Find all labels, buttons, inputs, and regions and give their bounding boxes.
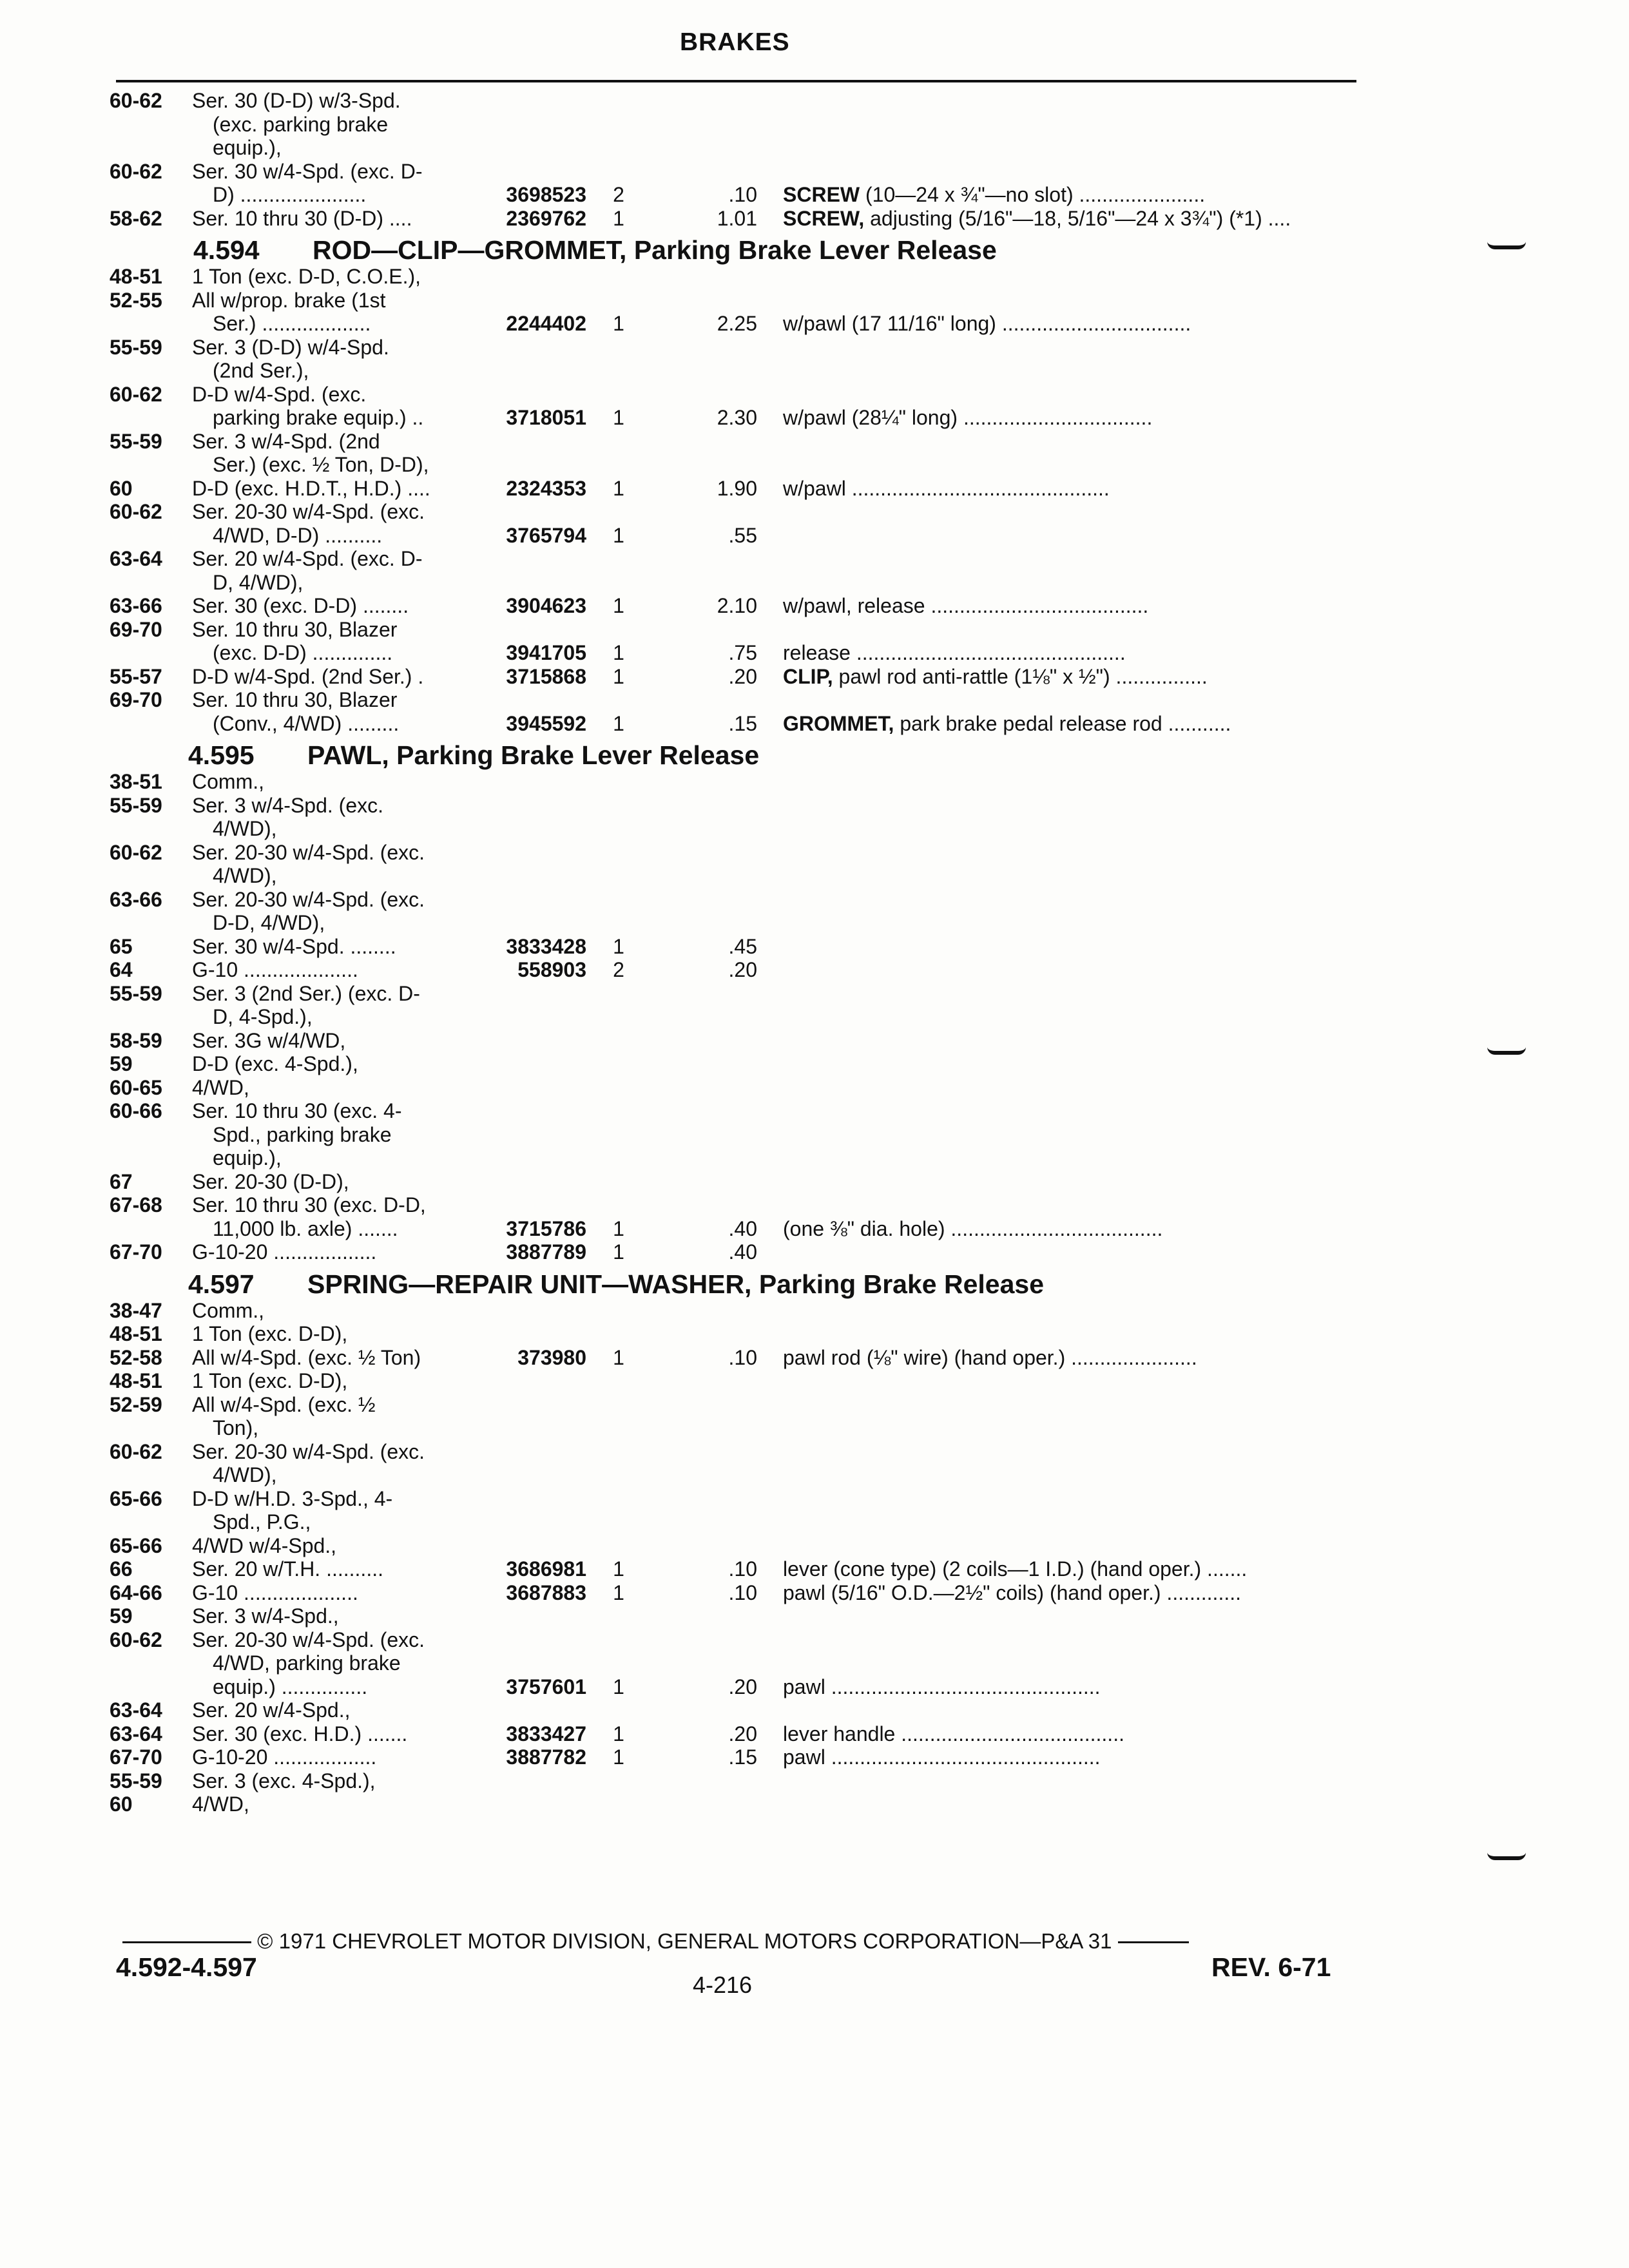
description-text: release ............................................... bbox=[783, 641, 1126, 664]
application: D-D, 4/WD), bbox=[213, 911, 325, 934]
quantity: 1 bbox=[613, 1216, 624, 1240]
application: Ser. 10 thru 30 (D-D) .... bbox=[192, 206, 412, 230]
price: 1.01 bbox=[717, 206, 757, 230]
model-years: 52-58 bbox=[110, 1345, 162, 1369]
application: D, 4/WD), bbox=[213, 570, 304, 594]
section-title: ROD—CLIP—GROMMET, Parking Brake Lever Release bbox=[313, 235, 997, 265]
model-years: 48-51 bbox=[110, 1369, 162, 1392]
quantity: 1 bbox=[613, 594, 624, 617]
model-years: 64-66 bbox=[110, 1581, 162, 1604]
model-years: 55-59 bbox=[110, 335, 162, 359]
price: .20 bbox=[728, 958, 757, 981]
application: G-10 .................... bbox=[192, 1581, 358, 1604]
footer-revision: REV. 6-71 bbox=[1211, 1952, 1331, 1982]
application: G-10 .................... bbox=[192, 958, 358, 981]
application: Ser.) ................... bbox=[213, 312, 371, 335]
application: Ser. 10 thru 30 (exc. 4- bbox=[192, 1099, 402, 1122]
model-years: 69-70 bbox=[110, 688, 162, 711]
description bbox=[783, 1675, 1350, 1698]
model-years: 60-66 bbox=[110, 1099, 162, 1122]
application: Ser. 20 w/4-Spd. (exc. D- bbox=[192, 547, 423, 570]
binder-tab-mark bbox=[1487, 242, 1526, 249]
description-text: w/pawl ............................................. bbox=[783, 476, 1110, 500]
part-number: 2369762 bbox=[506, 206, 586, 230]
part-number: 3715786 bbox=[506, 1216, 586, 1240]
price: 2.25 bbox=[717, 312, 757, 335]
application: equip.), bbox=[213, 1146, 282, 1169]
model-years: 65-66 bbox=[110, 1533, 162, 1557]
description-text: park brake pedal release rod ........... bbox=[894, 711, 1231, 735]
application: 4/WD), bbox=[213, 864, 277, 887]
application: (exc. D-D) .............. bbox=[213, 641, 393, 664]
part-number: 3887789 bbox=[506, 1240, 586, 1264]
application: Ser.) (exc. ½ Ton, D-D), bbox=[213, 453, 429, 476]
quantity: 1 bbox=[613, 1240, 624, 1264]
part-number: 3833428 bbox=[506, 934, 586, 958]
price: .55 bbox=[728, 523, 757, 547]
quantity: 1 bbox=[613, 476, 624, 500]
price: .10 bbox=[728, 1557, 757, 1581]
quantity: 2 bbox=[613, 183, 624, 206]
model-years: 60-62 bbox=[110, 89, 162, 112]
application: Comm., bbox=[192, 770, 264, 793]
section-number: 4.594 bbox=[193, 235, 260, 265]
model-years: 58-62 bbox=[110, 206, 162, 230]
quantity: 1 bbox=[613, 1581, 624, 1604]
application: parking brake equip.) .. bbox=[213, 406, 424, 429]
quantity: 1 bbox=[613, 1557, 624, 1581]
model-years: 69-70 bbox=[110, 617, 162, 641]
description-text: lever handle ....................................... bbox=[783, 1722, 1124, 1745]
application: Ser. 3 w/4-Spd. (exc. bbox=[192, 793, 384, 817]
price: .40 bbox=[728, 1216, 757, 1240]
application: 4/WD, D-D) .......... bbox=[213, 523, 383, 547]
price: .10 bbox=[728, 1581, 757, 1604]
application: equip.), bbox=[213, 136, 282, 159]
application: Ser. 30 (D-D) w/3-Spd. bbox=[192, 89, 401, 112]
application: Ser. 10 thru 30, Blazer bbox=[192, 688, 398, 711]
application: Ser. 20 w/T.H. .......... bbox=[192, 1557, 383, 1581]
description-text: pawl rod (⅛" wire) (hand oper.) ...................... bbox=[783, 1345, 1197, 1369]
application: 4/WD, bbox=[192, 1792, 249, 1816]
description bbox=[783, 1745, 1350, 1769]
application: Ser. 30 (exc. D-D) ........ bbox=[192, 594, 409, 617]
price: .40 bbox=[728, 1240, 757, 1264]
description-part-name: CLIP, bbox=[783, 664, 833, 688]
description bbox=[783, 1346, 1350, 1369]
application: Ser. 3 w/4-Spd. (2nd bbox=[192, 429, 380, 453]
application: D-D w/4-Spd. (exc. bbox=[192, 382, 367, 406]
application: D) ...................... bbox=[213, 183, 367, 206]
price: .20 bbox=[728, 1722, 757, 1745]
application: 4/WD, bbox=[192, 1075, 249, 1099]
model-years: 67-70 bbox=[110, 1745, 162, 1769]
model-years: 64 bbox=[110, 958, 133, 981]
model-years: 66 bbox=[110, 1557, 133, 1581]
quantity: 1 bbox=[613, 1722, 624, 1745]
application: Ser. 30 w/4-Spd. (exc. D- bbox=[192, 159, 423, 183]
binder-tab-mark bbox=[1487, 1852, 1526, 1860]
application: equip.) ............... bbox=[213, 1675, 368, 1698]
application: Ser. 3 w/4-Spd., bbox=[192, 1604, 339, 1628]
model-years: 38-47 bbox=[110, 1298, 162, 1322]
application: All w/4-Spd. (exc. ½ Ton) bbox=[192, 1345, 421, 1369]
model-years: 63-66 bbox=[110, 887, 162, 911]
part-number: 3945592 bbox=[506, 711, 586, 735]
model-years: 65-66 bbox=[110, 1486, 162, 1510]
application: All w/4-Spd. (exc. ½ bbox=[192, 1392, 376, 1416]
quantity: 1 bbox=[613, 1345, 624, 1369]
application: Spd., P.G., bbox=[213, 1510, 311, 1533]
description-part-name: GROMMET, bbox=[783, 711, 894, 735]
section-title: SPRING—REPAIR UNIT—WASHER, Parking Brake Release bbox=[307, 1269, 1044, 1299]
model-years: 48-51 bbox=[110, 1322, 162, 1345]
description bbox=[783, 1217, 1350, 1240]
model-years: 60 bbox=[110, 476, 133, 500]
section-heading bbox=[193, 235, 997, 265]
part-number: 3687883 bbox=[506, 1581, 586, 1604]
model-years: 60-62 bbox=[110, 1628, 162, 1651]
application: D-D w/4-Spd. (2nd Ser.) . bbox=[192, 664, 424, 688]
section-heading bbox=[188, 1269, 1044, 1300]
part-number: 3757601 bbox=[506, 1675, 586, 1698]
section-title: PAWL, Parking Brake Lever Release bbox=[307, 740, 760, 770]
model-years: 38-51 bbox=[110, 770, 162, 793]
description-text: pawl (5/16" O.D.—2½" coils) (hand oper.) ............. bbox=[783, 1581, 1241, 1604]
quantity: 1 bbox=[613, 711, 624, 735]
part-number: 3941705 bbox=[506, 641, 586, 664]
model-years: 55-59 bbox=[110, 793, 162, 817]
description-text: w/pawl, release ...................................... bbox=[783, 594, 1149, 617]
application: D-D (exc. 4-Spd.), bbox=[192, 1052, 358, 1075]
model-years: 63-64 bbox=[110, 547, 162, 570]
application: G-10-20 .................. bbox=[192, 1745, 377, 1769]
description-text: adjusting (5/16"—18, 5/16"—24 x 3¾") (*1) .... bbox=[864, 206, 1291, 230]
application: Ser. 3 (D-D) w/4-Spd. bbox=[192, 335, 389, 359]
model-years: 55-59 bbox=[110, 429, 162, 453]
part-number: 3686981 bbox=[506, 1557, 586, 1581]
price: .20 bbox=[728, 664, 757, 688]
quantity: 1 bbox=[613, 312, 624, 335]
application: 1 Ton (exc. D-D), bbox=[192, 1322, 348, 1345]
model-years: 60-62 bbox=[110, 1439, 162, 1463]
part-number: 2244402 bbox=[506, 312, 586, 335]
price: .15 bbox=[728, 1745, 757, 1769]
application: Ser. 30 w/4-Spd. ........ bbox=[192, 934, 396, 958]
description bbox=[783, 477, 1350, 500]
description-text: pawl ............................................... bbox=[783, 1675, 1101, 1698]
description-text: lever (cone type) (2 coils—1 I.D.) (hand oper.) ....... bbox=[783, 1557, 1248, 1581]
model-years: 55-59 bbox=[110, 981, 162, 1005]
application: Ser. 30 (exc. H.D.) ....... bbox=[192, 1722, 408, 1745]
model-years: 63-64 bbox=[110, 1722, 162, 1745]
application: Ser. 20 w/4-Spd., bbox=[192, 1698, 351, 1722]
section-number: 4.597 bbox=[188, 1269, 255, 1299]
model-years: 59 bbox=[110, 1604, 133, 1628]
description bbox=[783, 183, 1350, 206]
description-text: w/pawl (28¼" long) ................................. bbox=[783, 406, 1153, 429]
application: Ton), bbox=[213, 1416, 259, 1439]
price: .10 bbox=[728, 1345, 757, 1369]
application: G-10-20 .................. bbox=[192, 1240, 377, 1264]
footer-section-range: 4.592-4.597 bbox=[116, 1952, 257, 1982]
application: Ser. 20-30 (D-D), bbox=[192, 1169, 349, 1193]
footer-page-number: 4-216 bbox=[693, 1972, 753, 1998]
footer-copyright-line bbox=[122, 1929, 1347, 1954]
description bbox=[783, 641, 1350, 664]
description bbox=[783, 1581, 1350, 1604]
model-years: 60-62 bbox=[110, 500, 162, 523]
part-number: 3718051 bbox=[506, 406, 586, 429]
model-years: 60-62 bbox=[110, 840, 162, 864]
application: 4/WD w/4-Spd., bbox=[192, 1533, 337, 1557]
description-text: (10—24 x ¾"—no slot) ...................... bbox=[860, 183, 1206, 206]
model-years: 52-55 bbox=[110, 288, 162, 312]
model-years: 52-59 bbox=[110, 1392, 162, 1416]
application: D-D (exc. H.D.T., H.D.) .... bbox=[192, 476, 430, 500]
part-number: 558903 bbox=[517, 958, 586, 981]
description bbox=[783, 594, 1350, 617]
quantity: 1 bbox=[613, 1745, 624, 1769]
price: .15 bbox=[728, 711, 757, 735]
price: .75 bbox=[728, 641, 757, 664]
model-years: 63-64 bbox=[110, 1698, 162, 1722]
part-number: 3698523 bbox=[506, 183, 586, 206]
price: .45 bbox=[728, 934, 757, 958]
application: 1 Ton (exc. D-D), bbox=[192, 1369, 348, 1392]
application: Spd., parking brake bbox=[213, 1122, 392, 1146]
application: D, 4-Spd.), bbox=[213, 1005, 313, 1028]
model-years: 67-70 bbox=[110, 1240, 162, 1264]
price: 2.10 bbox=[717, 594, 757, 617]
application: Ser. 3 (exc. 4-Spd.), bbox=[192, 1769, 376, 1792]
model-years: 67 bbox=[110, 1169, 133, 1193]
price: .20 bbox=[728, 1675, 757, 1698]
description bbox=[783, 665, 1350, 688]
model-years: 65 bbox=[110, 934, 133, 958]
description-text: pawl rod anti-rattle (1⅛" x ½") ................ bbox=[833, 664, 1208, 688]
model-years: 55-57 bbox=[110, 664, 162, 688]
description-part-name: SCREW, bbox=[783, 206, 865, 230]
page-header-title: BRAKES bbox=[680, 28, 790, 56]
application: Ser. 20-30 w/4-Spd. (exc. bbox=[192, 840, 425, 864]
application: Ser. 3 (2nd Ser.) (exc. D- bbox=[192, 981, 420, 1005]
application: 4/WD), bbox=[213, 1463, 277, 1486]
quantity: 1 bbox=[613, 664, 624, 688]
application: (exc. parking brake bbox=[213, 112, 389, 136]
price: .10 bbox=[728, 183, 757, 206]
application: Ser. 20-30 w/4-Spd. (exc. bbox=[192, 1439, 425, 1463]
description bbox=[783, 207, 1350, 230]
application: 4/WD), bbox=[213, 817, 277, 840]
application: Ser. 20-30 w/4-Spd. (exc. bbox=[192, 1628, 425, 1651]
quantity: 1 bbox=[613, 523, 624, 547]
application: All w/prop. brake (1st bbox=[192, 288, 386, 312]
description bbox=[783, 712, 1350, 735]
footer-rule-left bbox=[122, 1941, 251, 1943]
model-years: 60 bbox=[110, 1792, 133, 1816]
application: Ser. 10 thru 30 (exc. D-D, bbox=[192, 1193, 426, 1216]
model-years: 60-65 bbox=[110, 1075, 162, 1099]
application: 11,000 lb. axle) ....... bbox=[213, 1216, 398, 1240]
section-heading bbox=[188, 740, 759, 771]
description bbox=[783, 1557, 1350, 1581]
model-years: 67-68 bbox=[110, 1193, 162, 1216]
model-years: 60-62 bbox=[110, 159, 162, 183]
description-text: w/pawl (17 11/16" long) ................................. bbox=[783, 312, 1191, 335]
quantity: 2 bbox=[613, 958, 624, 981]
application: Ser. 20-30 w/4-Spd. (exc. bbox=[192, 887, 425, 911]
price: 2.30 bbox=[717, 406, 757, 429]
price: 1.90 bbox=[717, 476, 757, 500]
part-number: 3765794 bbox=[506, 523, 586, 547]
model-years: 58-59 bbox=[110, 1028, 162, 1052]
model-years: 48-51 bbox=[110, 265, 162, 288]
description-part-name: SCREW bbox=[783, 183, 860, 206]
model-years: 59 bbox=[110, 1052, 133, 1075]
binder-tab-mark bbox=[1487, 1047, 1526, 1055]
model-years: 63-66 bbox=[110, 594, 162, 617]
application: 4/WD, parking brake bbox=[213, 1651, 401, 1675]
footer-copyright: © 1971 CHEVROLET MOTOR DIVISION, GENERAL MOTORS CORPORATION—P&A 31 bbox=[257, 1929, 1112, 1953]
footer-rule-right bbox=[1118, 1941, 1189, 1943]
quantity: 1 bbox=[613, 206, 624, 230]
application: (Conv., 4/WD) ......... bbox=[213, 711, 400, 735]
quantity: 1 bbox=[613, 406, 624, 429]
part-number: 3833427 bbox=[506, 1722, 586, 1745]
application: D-D w/H.D. 3-Spd., 4- bbox=[192, 1486, 393, 1510]
application: Ser. 20-30 w/4-Spd. (exc. bbox=[192, 500, 425, 523]
application: Ser. 3G w/4/WD, bbox=[192, 1028, 346, 1052]
description bbox=[783, 1722, 1350, 1745]
description-text: pawl ............................................... bbox=[783, 1745, 1101, 1769]
description bbox=[783, 312, 1350, 335]
application: (2nd Ser.), bbox=[213, 359, 309, 382]
part-number: 2324353 bbox=[506, 476, 586, 500]
header-rule bbox=[116, 80, 1356, 82]
application: Ser. 10 thru 30, Blazer bbox=[192, 617, 398, 641]
quantity: 1 bbox=[613, 934, 624, 958]
application: Comm., bbox=[192, 1298, 264, 1322]
part-number: 3715868 bbox=[506, 664, 586, 688]
part-number: 3904623 bbox=[506, 594, 586, 617]
model-years: 60-62 bbox=[110, 382, 162, 406]
quantity: 1 bbox=[613, 1675, 624, 1698]
section-number: 4.595 bbox=[188, 740, 255, 770]
description-text: (one ⅜" dia. hole) ..................................... bbox=[783, 1216, 1163, 1240]
part-number: 3887782 bbox=[506, 1745, 586, 1769]
description bbox=[783, 406, 1350, 429]
part-number: 373980 bbox=[517, 1345, 586, 1369]
application: 1 Ton (exc. D-D, C.O.E.), bbox=[192, 265, 421, 288]
quantity: 1 bbox=[613, 641, 624, 664]
model-years: 55-59 bbox=[110, 1769, 162, 1792]
